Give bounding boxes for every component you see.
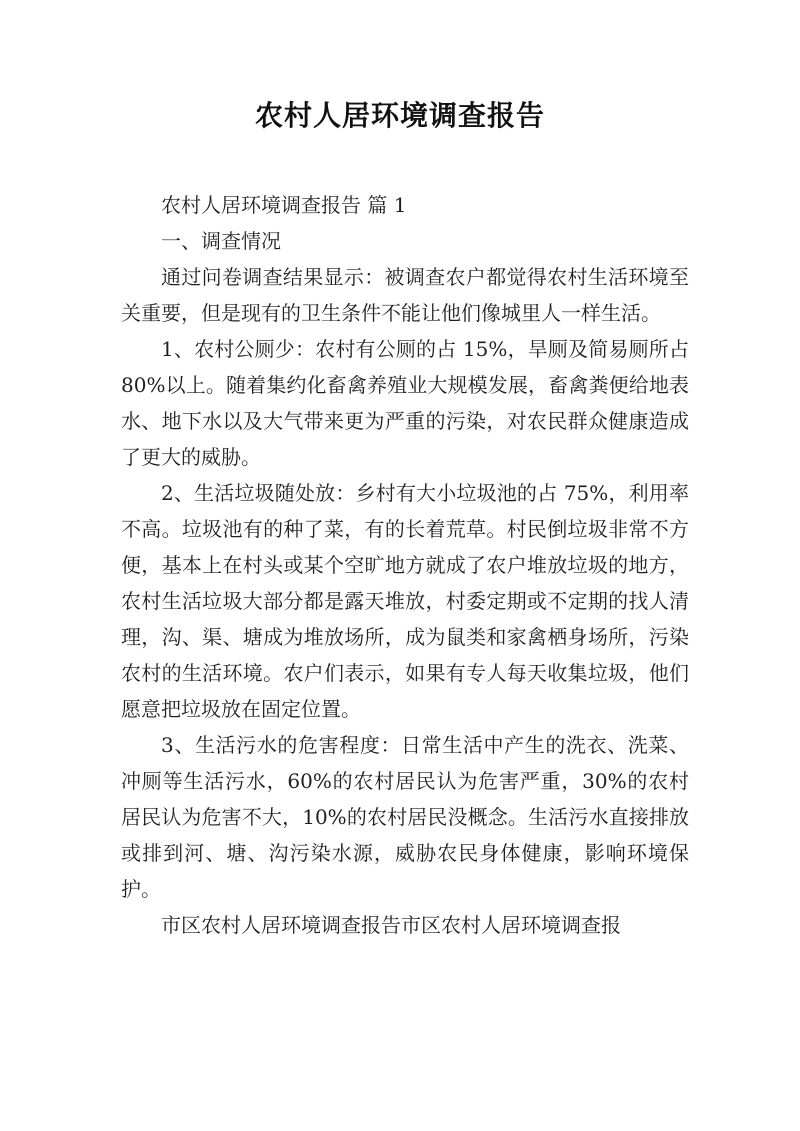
section-heading: 一、调查情况: [161, 229, 281, 253]
document-body: [121, 187, 689, 943]
document-title: 农村人居环境调查报告: [254, 99, 545, 132]
paragraph-household-garbage: 2、生活垃圾随处放：乡村有大小垃圾池的占 75%，利用率不高。垃圾池有的种了菜，有的长着荒草。村民倒垃圾非常不方便，基本上在村头或某个空旷地方就成了农户堆放垃圾的地方，农村生活垃圾大部分都是露天堆放，村委定期或不定期的找人清理，沟、渠、塘成为堆放场所，成为鼠类和家禽栖身场所，污染农村的生活环境。农户们表示，如果有专人每天收集垃圾，他们愿意把垃圾放在固定位置。: [121, 481, 689, 721]
paragraph-survey-result: 通过问卷调查结果显示：被调查农户都觉得农村生活环境至关重要，但是现有的卫生条件不能让他们像城里人一样生活。: [121, 265, 689, 325]
paragraph-continued: 市区农村人居环境调查报告市区农村人居环境调查报: [161, 913, 621, 937]
report-subtitle: 农村人居环境调查报告 篇 1: [161, 193, 407, 217]
paragraph-sewage-hazard: 3、生活污水的危害程度：日常生活中产生的洗衣、洗菜、冲厕等生活污水，60%的农村居民认为危害严重，30%的农村居民认为危害不大，10%的农村居民没概念。生活污水直接排放或排到河、塘、沟污染水源，威胁农民身体健康，影响环境保护。: [121, 733, 689, 901]
paragraph-public-toilets: 1、农村公厕少：农村有公厕的占 15%，旱厕及简易厕所占 80%以上。随着集约化畜禽养殖业大规模发展，畜禽粪便给地表水、地下水以及大气带来更为严重的污染，对农民群众健康造成了更大的威胁。: [121, 337, 689, 469]
